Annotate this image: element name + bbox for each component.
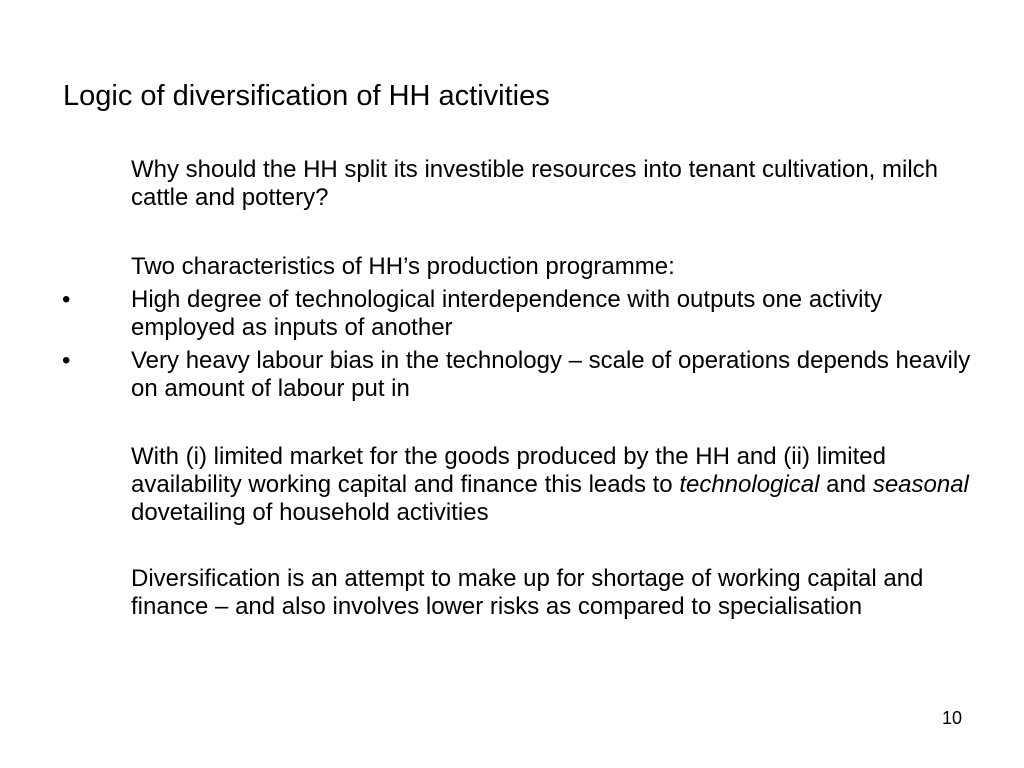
characteristics-intro: Two characteristics of HH’s production programme: [131, 253, 675, 280]
page-number: 10 [941, 708, 962, 728]
slide-title: Logic of diversification of HH activities [63, 80, 550, 112]
conclusion-paragraph [131, 443, 991, 527]
emphasis-seasonal: seasonal [872, 471, 969, 498]
conclusion-text: dovetailing of household activities [131, 499, 489, 526]
bullet-icon: • [62, 347, 71, 374]
bullet-icon: • [62, 286, 71, 313]
bullet-text: Very heavy labour bias in the technology – scale of operations depends heavily on amount of labour put in [131, 347, 971, 402]
conclusion-text: With (i) limited market for the goods produced by the HH and (ii) limited availability working capital and finance this leads to [131, 443, 886, 498]
emphasis-technological: technological [679, 471, 820, 498]
bullet-text: High degree of technological interdependence with outputs one activity employed as inputs of another [131, 286, 883, 341]
conclusion-text: and [819, 471, 873, 498]
question-paragraph: Why should the HH split its investible resources into tenant cultivation, milch cattle and pottery? [131, 156, 939, 211]
diversification-paragraph: Diversification is an attempt to make up for shortage of working capital and finance – and also involves lower risks as compared to specialisation [131, 565, 924, 620]
